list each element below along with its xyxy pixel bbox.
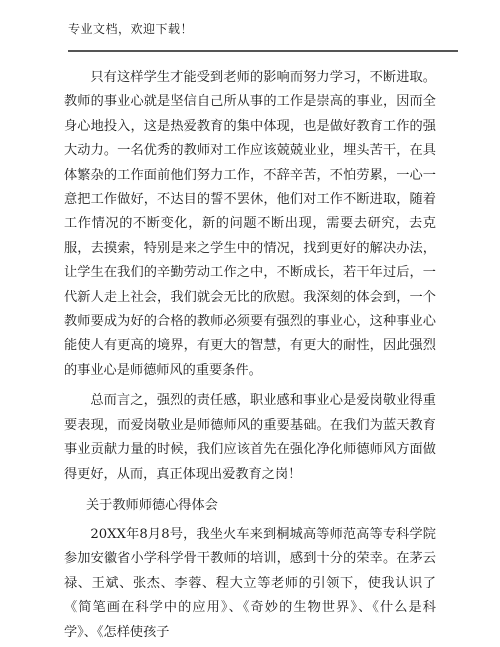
body-paragraph: 只有这样学生才能受到老师的影响而努力学习，不断进取。教师的事业心就是坚信自己所从事的工作是崇高的事业，因而全身心地投入，这是热爱教育的集中体现，也是做好教育工作的强大动力。一名优秀的教师对工作应该兢兢业业，埋头苦干，在具体繁杂的工作面前他们努力工作，不辞辛苦，不怕劳累，一心一意把工作做好，不达目的誓不罢休，他们对工作不断进取，随着工作情况的不断变化，新的问题不断出现，需要去研究，去克服，去摸索，特别是来之学生中的情况，找到更好的解决办法，让学生在我们的辛勤劳动工作之中，不断成长，若干年过后，一代新人走上社会，我们就会无比的欣慰。我深刻的体会到，一个教师要成为好的合格的教师必须要有强烈的事业心，这种事业心能使人有更高的境界，有更大的智慧，有更大的耐性，因此强烈的事业心是师德师风的重要条件。 <box>64 70 436 378</box>
document-body <box>64 66 436 645</box>
header-text: 专业文档，欢迎下载！ <box>68 22 194 36</box>
section-heading: 关于教师师德心得体会 <box>86 497 218 513</box>
header-divider <box>68 50 458 52</box>
body-paragraph: 20XX年8月8号，我坐火车来到桐城高等师范高等专科学院参加安徽省小学科学骨干教师的培训，感到十分的荣幸。在茅云禄、王斌、张杰、李蓉、程大立等老师的引领下，使我认识了《简笔画在科学中的应用》、《奇妙的生物世界》、《什么是科学》、《怎样使孩子 <box>64 526 436 640</box>
body-paragraph: 总而言之，强烈的责任感，职业感和事业心是爱岗敬业得重要表现，而爱岗敬业是师德师风的重要基础。在我们为蓝天教育事业贡献力量的时候，我们应该首先在强化净化师德师风方面做得更好，从而，真正体现出爱教育之岗！ <box>64 393 436 482</box>
